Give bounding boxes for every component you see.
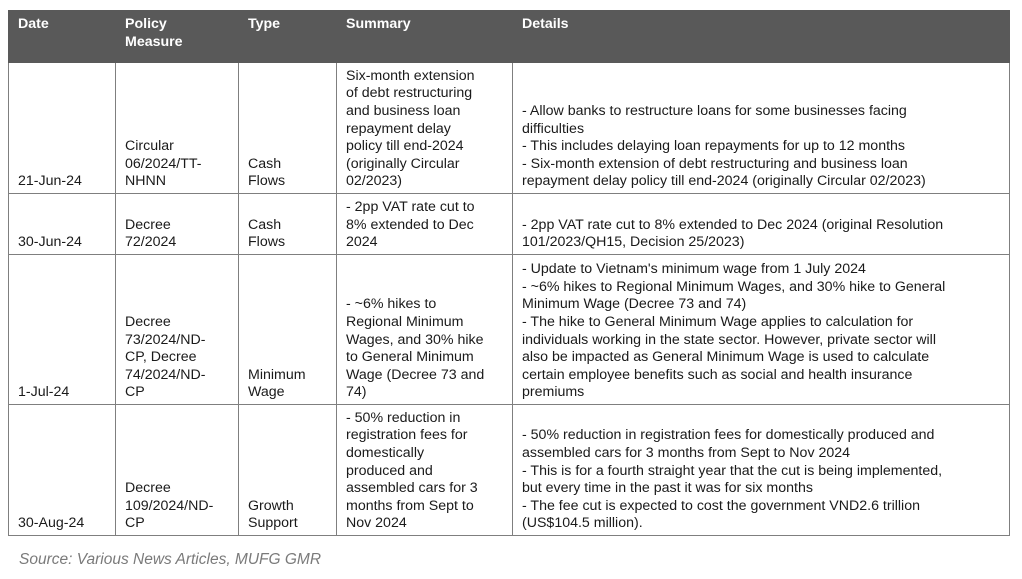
cell-summary xyxy=(337,255,513,405)
cell-line: Flows xyxy=(248,173,286,190)
cell-line: Cash xyxy=(248,155,282,172)
header-policy-measure xyxy=(116,11,239,63)
cell-line: 109/2024/ND- xyxy=(125,497,214,514)
cell-line: Circular xyxy=(125,138,174,155)
cell-line: assembled cars for 3 months from Sept to Nov 2024 xyxy=(522,445,851,462)
cell-line: individuals working in the state sector. However, private sector will xyxy=(522,331,936,348)
cell-line: Decree xyxy=(125,216,171,233)
header-details: Details xyxy=(513,11,1010,63)
cell-line: - Update to Vietnam's minimum wage from 1 July 2024 xyxy=(522,261,866,278)
cell-line: registration fees for xyxy=(346,427,468,444)
cell-line: CP xyxy=(125,515,145,532)
cell-line: Growth xyxy=(248,497,294,514)
cell-line: Six-month extension xyxy=(346,67,475,84)
cell-line: Decree xyxy=(125,314,171,331)
cell-policy xyxy=(116,255,239,405)
cell-line: difficulties xyxy=(522,120,585,137)
cell-summary xyxy=(337,194,513,255)
cell-line: also be impacted as General Minimum Wage is used to calculate xyxy=(522,349,930,366)
cell-line: - 2pp VAT rate cut to xyxy=(346,199,475,216)
cell-line: repayment delay policy till end-2024 (originally Circular 02/2023) xyxy=(522,173,926,190)
policy-measures-table xyxy=(8,10,1010,536)
cell-line: - This is for a fourth straight year that the cut is being implemented, xyxy=(522,462,943,479)
cell-line: NHNN xyxy=(125,173,166,190)
cell-line: - This includes delaying loan repayments for up to 12 months xyxy=(522,138,906,155)
cell-line: - The fee cut is expected to cost the government VND2.6 trillion xyxy=(522,497,920,514)
cell-line: (originally Circular xyxy=(346,155,460,172)
cell-summary xyxy=(337,63,513,194)
cell-line: - 2pp VAT rate cut to 8% extended to Dec 2024 (original Resolution xyxy=(522,216,944,233)
cell-line: repayment delay xyxy=(346,120,451,137)
cell-line: Minimum Wage (Decree 73 and 74) xyxy=(522,296,747,313)
cell-line: certain employee benefits such as social and health insurance xyxy=(522,366,913,383)
table-row xyxy=(9,255,1010,405)
cell-type xyxy=(239,405,337,536)
cell-line: Nov 2024 xyxy=(346,515,407,532)
cell-policy xyxy=(116,194,239,255)
cell-line: Wages, and 30% hike xyxy=(346,331,484,348)
cell-line: 02/2023) xyxy=(346,173,403,190)
table-header-row xyxy=(9,11,1010,63)
cell-line: Flows xyxy=(248,234,286,251)
table-row xyxy=(9,194,1010,255)
cell-type xyxy=(239,255,337,405)
cell-line: 06/2024/TT- xyxy=(125,155,202,172)
header-summary: Summary xyxy=(337,11,513,63)
cell-date: 21-Jun-24 xyxy=(9,63,116,194)
cell-line: - Allow banks to restructure loans for some businesses facing xyxy=(522,103,907,120)
cell-line: (US$104.5 million). xyxy=(522,515,643,532)
cell-date: 30-Aug-24 xyxy=(9,405,116,536)
cell-details xyxy=(513,255,1010,405)
policy-table-container xyxy=(8,10,1009,536)
cell-line: but every time in the past it was for six months xyxy=(522,480,813,497)
cell-policy xyxy=(116,63,239,194)
cell-line: Regional Minimum xyxy=(346,314,464,331)
cell-policy xyxy=(116,405,239,536)
cell-line: Wage (Decree 73 and xyxy=(346,366,485,383)
cell-summary xyxy=(337,405,513,536)
cell-line: 74) xyxy=(346,384,367,401)
cell-line: assembled cars for 3 xyxy=(346,480,478,497)
cell-line: 73/2024/ND- xyxy=(125,331,206,348)
header-type: Type xyxy=(239,11,337,63)
cell-line: CP, Decree xyxy=(125,349,197,366)
cell-line: and business loan xyxy=(346,103,461,120)
cell-line: of debt restructuring xyxy=(346,85,473,102)
cell-line: 2024 xyxy=(346,234,378,251)
cell-line: - ~6% hikes to Regional Minimum Wages, and 30% hike to General xyxy=(522,278,946,295)
cell-line: - The hike to General Minimum Wage applies to calculation for xyxy=(522,314,914,331)
cell-type xyxy=(239,194,337,255)
cell-date: 1-Jul-24 xyxy=(9,255,116,405)
cell-line: - ~6% hikes to xyxy=(346,296,437,313)
cell-line: premiums xyxy=(522,384,585,401)
cell-line: Minimum xyxy=(248,366,306,383)
source-note: Source: Various News Articles, MUFG GMR xyxy=(19,551,322,568)
cell-line: 101/2023/QH15, Decision 25/2023) xyxy=(522,234,745,251)
cell-line: domestically xyxy=(346,445,425,462)
cell-details xyxy=(513,63,1010,194)
cell-line: CP xyxy=(125,384,145,401)
cell-line: months from Sept to xyxy=(346,497,474,514)
table-row xyxy=(9,405,1010,536)
cell-line: 8% extended to Dec xyxy=(346,216,474,233)
cell-line: - 50% reduction in registration fees for domestically produced and xyxy=(522,427,935,444)
header-policy-line1: Policy xyxy=(125,16,167,32)
cell-date: 30-Jun-24 xyxy=(9,194,116,255)
cell-line: to General Minimum xyxy=(346,349,474,366)
cell-details xyxy=(513,405,1010,536)
header-policy-line2: Measure xyxy=(125,33,183,50)
cell-line: Support xyxy=(248,515,298,532)
cell-type xyxy=(239,63,337,194)
cell-line: - Six-month extension of debt restructuring and business loan xyxy=(522,155,908,172)
cell-line: Wage xyxy=(248,384,285,401)
cell-line: - 50% reduction in xyxy=(346,409,461,426)
table-row xyxy=(9,63,1010,194)
header-date: Date xyxy=(9,11,116,63)
cell-line: 72/2024 xyxy=(125,234,177,251)
cell-details xyxy=(513,194,1010,255)
cell-line: produced and xyxy=(346,462,433,479)
cell-line: Decree xyxy=(125,480,171,497)
cell-line: Cash xyxy=(248,216,282,233)
cell-line: policy till end-2024 xyxy=(346,138,464,155)
cell-line: 74/2024/ND- xyxy=(125,366,206,383)
